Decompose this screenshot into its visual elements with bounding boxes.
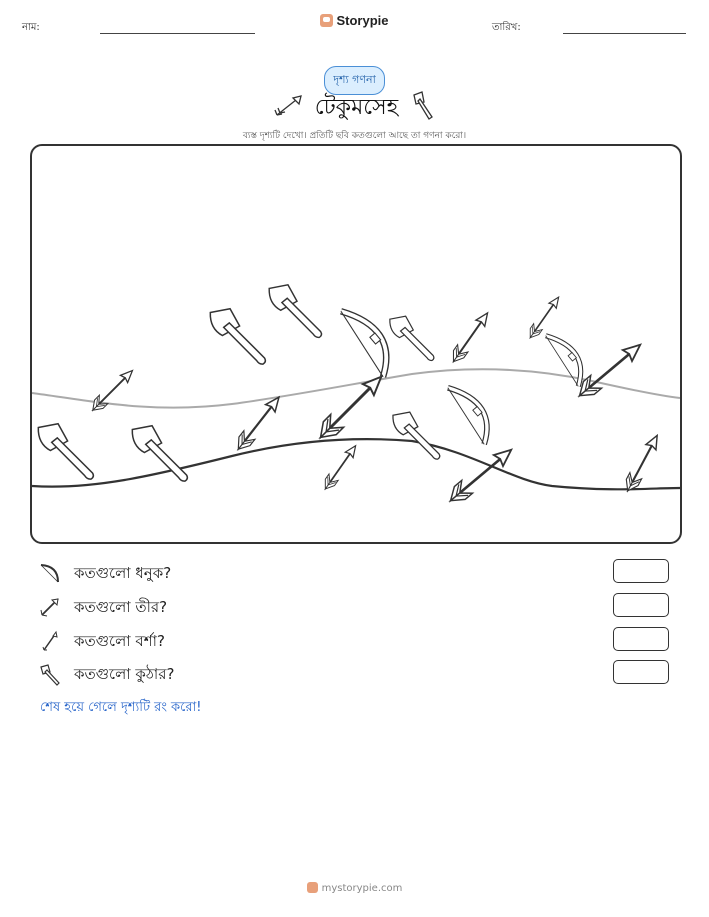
arrow-icon: [38, 595, 62, 619]
axe-item: [132, 423, 188, 485]
question-axes: কতগুলো কুঠার?: [38, 660, 678, 686]
footer: [0, 882, 709, 894]
axe-item: [393, 410, 440, 463]
spear-item: [526, 294, 563, 341]
answer-box-bows[interactable]: [613, 559, 669, 583]
category-badge: দৃশ্য গণনা: [0, 66, 709, 95]
footer-url: mystorypie.com: [321, 883, 403, 894]
question-bows: কতগুলো ধনুক?: [38, 559, 678, 585]
axe-item: [210, 306, 266, 368]
arrow-icon: [273, 91, 307, 119]
arrow-item: [314, 370, 388, 444]
name-line[interactable]: [100, 33, 255, 34]
axe-icon: [38, 662, 62, 686]
brand-name: Storypie: [336, 13, 389, 28]
storypie-logo-icon: [320, 14, 333, 27]
date-line[interactable]: [563, 33, 686, 34]
arrow-item: [89, 366, 137, 414]
bow-item: [331, 311, 394, 377]
answer-box-axes[interactable]: [613, 660, 669, 684]
spear-item: [321, 443, 360, 493]
name-label: নাম:: [22, 22, 40, 33]
finish-instruction: শেষ হয়ে গেলে দৃশ্যটি রং করো!: [40, 700, 202, 715]
question-spears: কতগুলো বর্শা?: [38, 627, 678, 653]
bow-icon: [38, 561, 62, 585]
spear-item: [622, 432, 663, 494]
page-title: টেকুমসেহ: [0, 90, 709, 127]
axe-item: [269, 282, 322, 341]
answer-box-arrows[interactable]: [613, 593, 669, 617]
date-label: তারিখ:: [492, 22, 521, 33]
bow-item: [439, 388, 493, 445]
bow-item: [538, 336, 586, 387]
spear-icon: [38, 629, 62, 653]
arrow-item: [448, 309, 492, 365]
arrow-item: [574, 338, 645, 402]
brand-logo: [0, 13, 709, 28]
axe-icon: [408, 90, 436, 120]
storypie-logo-icon: [307, 882, 318, 893]
question-arrows: কতগুলো তীর?: [38, 593, 678, 619]
axe-item: [389, 314, 434, 364]
instructions: ব্যস্ত দৃশ্যটি দেখো। প্রতিটি ছবি কতগুলো আছে তা গণনা করো।: [242, 131, 467, 141]
counting-scene: [30, 144, 682, 544]
answer-box-spears[interactable]: [613, 627, 669, 651]
axe-item: [38, 421, 94, 483]
